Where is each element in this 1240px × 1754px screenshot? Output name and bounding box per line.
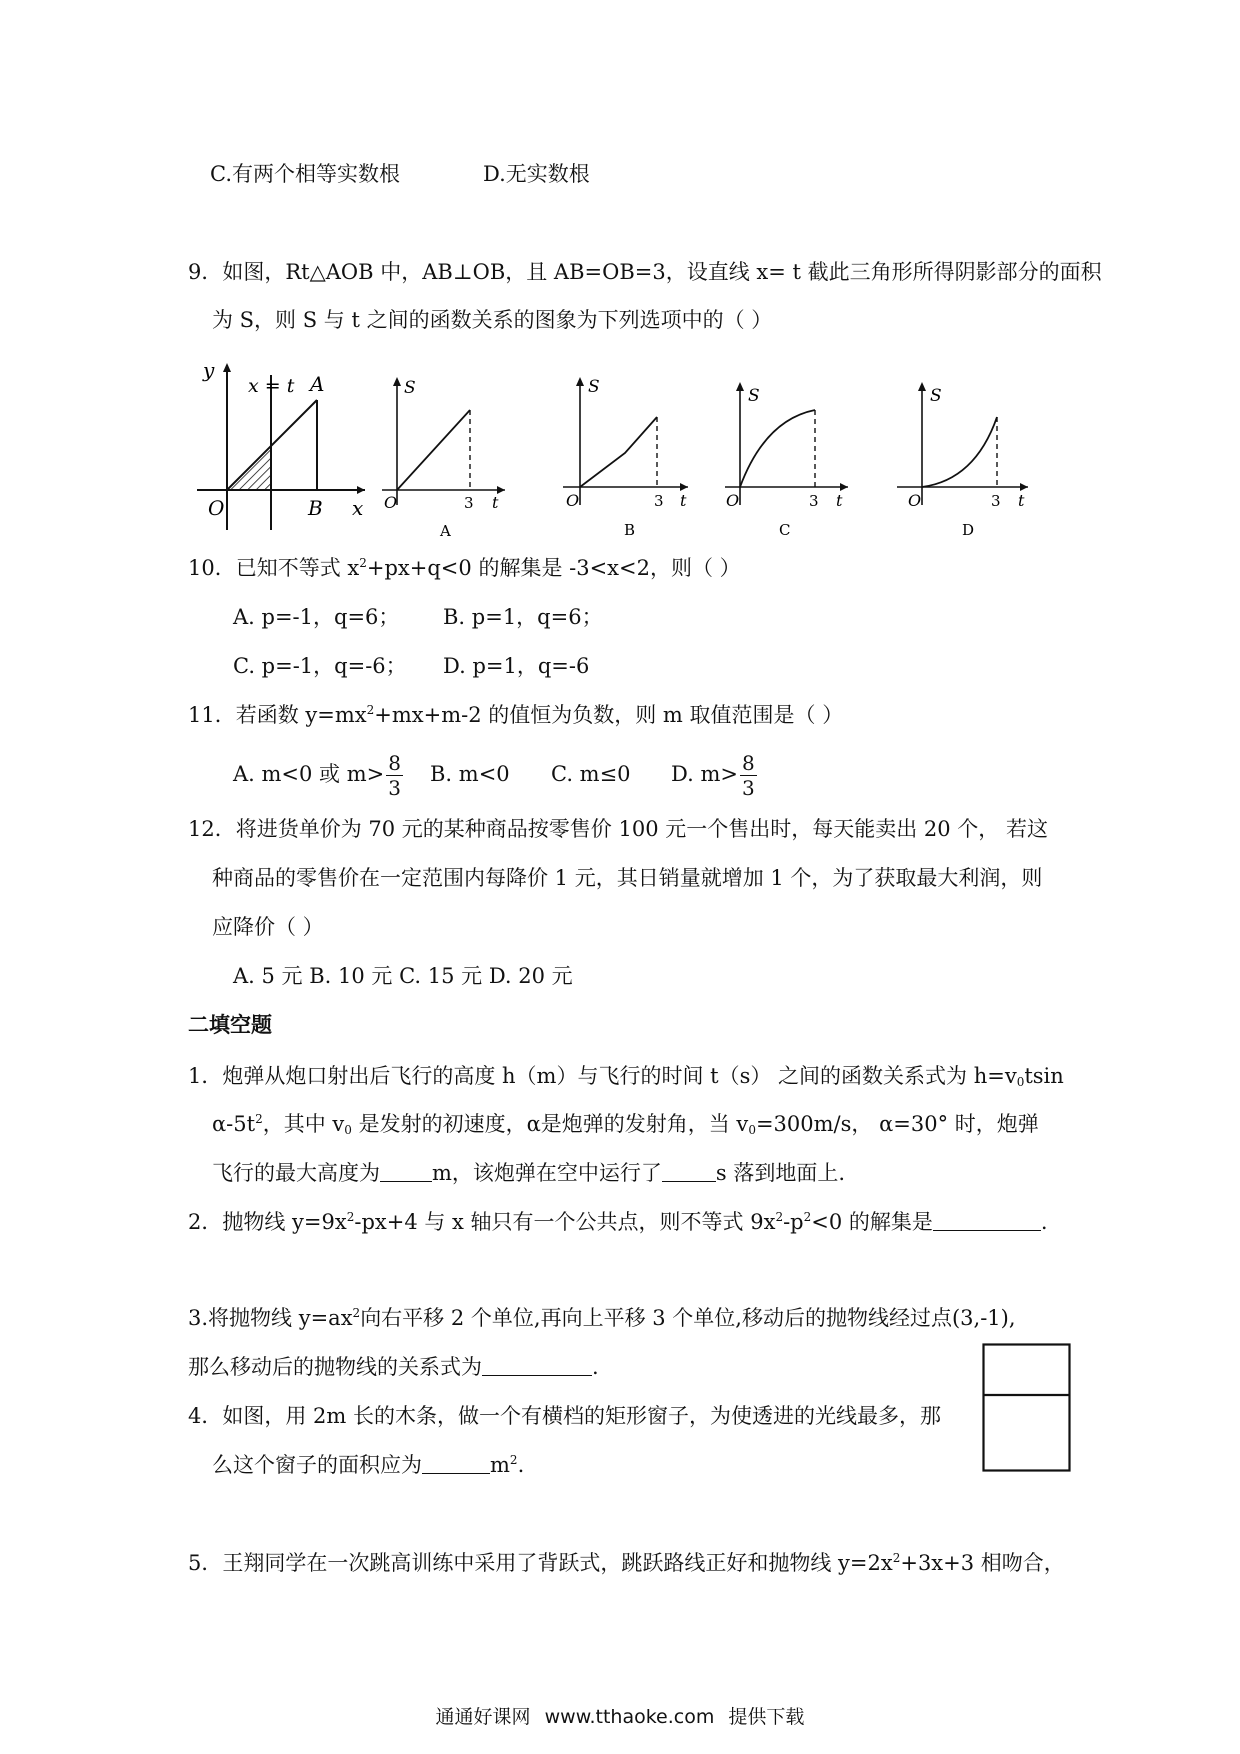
q11-option-b: B. m<0	[430, 762, 510, 786]
page-footer	[0, 1702, 1240, 1729]
window-figure	[982, 1343, 1072, 1475]
q10-option-c: C. p=-1，q=-6；	[233, 654, 407, 678]
graph-a	[382, 377, 505, 540]
point-a-label: A	[310, 372, 325, 396]
graph-d-s-label: S	[930, 386, 942, 406]
q8-option-d: D.无实数根	[483, 162, 590, 186]
graph-d	[897, 382, 1028, 539]
footer-download-text: 提供下载	[728, 1706, 805, 1728]
graph-a-letter: A	[440, 522, 451, 540]
graph-b-tick-3: 3	[654, 492, 664, 510]
fraction-8-3-d: $\frac{8}{3}$	[741, 751, 755, 800]
graph-c-origin: O	[726, 491, 740, 510]
q10-option-d: D. p=1，q=-6	[443, 654, 590, 678]
q12-line2: 种商品的零售价在一定范围内每降价 1 元，其日销量就增加 1 个，为了获取最大利润，则	[212, 866, 1043, 890]
footer-url[interactable]: www.tthaoke.com	[544, 1706, 715, 1728]
q10-stem: 10．已知不等式 $x^2+px+q<0$ 的解集是 -3<x<2，则（ ）	[188, 556, 741, 580]
graph-a-s-label: S	[404, 378, 416, 398]
q12-options: A. 5 元 B. 10 元 C. 15 元 D. 20 元	[233, 964, 573, 988]
f2-line: 2．抛物线 $y=9x^2-px+4$ 与 x 轴只有一个公共点，则不等式 $9x^2-p^2<0$ 的解集是 .	[188, 1210, 1048, 1234]
graph-b-origin: O	[566, 491, 580, 510]
f3-line1: 3.将抛物线 $y=ax^2$向右平移 2 个单位,再向上平移 3 个单位,移动后的抛物线经过点(3,-1),	[188, 1306, 1016, 1330]
f5-line1: 5．王翔同学在一次跳高训练中采用了背跃式，跳跃路线正好和抛物线 $y=2x^2+3x+3$ 相吻合，	[188, 1551, 1065, 1575]
section-fill-in-title: 二填空题	[188, 1012, 272, 1037]
q12-line3: 应降价（ ）	[212, 915, 324, 939]
graph-a-t-label: t	[492, 493, 499, 512]
q11-option-c: C. m≤0	[551, 762, 631, 786]
blank-window-area	[422, 1453, 490, 1474]
f1-line1: 1．炮弹从炮口射出后飞行的高度 h（m）与飞行的时间 t（s） 之间的函数关系式为 $h=v_0tsin$	[188, 1064, 1064, 1089]
x-axis-label: x	[352, 496, 364, 520]
q11-option-a: A. m<0 或 m> $\frac{8}{3}$	[233, 751, 401, 800]
origin-label: O	[208, 496, 225, 520]
graph-a-origin: O	[384, 493, 398, 512]
y-axis-label: y	[203, 358, 215, 382]
graph-c-t-label: t	[836, 491, 843, 510]
graph-b-s-label: S	[588, 377, 600, 397]
graph-c-s-label: S	[748, 386, 760, 406]
triangle-figure	[197, 358, 365, 530]
q9-figures	[0, 355, 1240, 545]
graph-b	[563, 377, 688, 539]
q8-option-c: C.有两个相等实数根	[210, 162, 400, 186]
blank-flight-time	[662, 1161, 716, 1182]
f1-line3: 飞行的最大高度为 m，该炮弹在空中运行了 s 落到地面上.	[212, 1161, 846, 1185]
f3-line2: 那么移动后的抛物线的关系式为 .	[188, 1355, 599, 1379]
graph-d-letter: D	[962, 521, 975, 539]
graph-d-tick-3: 3	[991, 492, 1001, 510]
graph-b-t-label: t	[680, 491, 687, 510]
fraction-8-3-a: $\frac{8}{3}$	[388, 751, 401, 800]
graph-d-t-label: t	[1018, 491, 1025, 510]
blank-solution-set	[933, 1210, 1041, 1231]
graph-a-tick-3: 3	[464, 494, 474, 512]
f1-line2: $\alpha-5t^2$，其中 $v_0$ 是发射的初速度，α是炮弹的发射角，当 $v_0=300m/s$， α=30° 时，炮弹	[212, 1112, 1039, 1137]
graph-b-letter: B	[624, 521, 636, 539]
line-label: x = t	[248, 375, 295, 397]
q9-line2: 为 S，则 S 与 t 之间的函数关系的图象为下列选项中的（ ）	[212, 308, 773, 332]
q10-option-b: B. p=1，q=6；	[443, 605, 603, 629]
blank-max-height	[380, 1161, 432, 1182]
q11-option-d: D. m> $\frac{8}{3}$	[671, 751, 755, 800]
graph-c	[725, 382, 848, 539]
graph-c-letter: C	[779, 521, 791, 539]
footer-site-name: 通通好课网	[435, 1706, 531, 1728]
q11-stem: 11．若函数 $y=mx^2+mx+m-2$ 的值恒为负数，则 m 取值范围是（ ）	[188, 703, 844, 727]
blank-parabola	[482, 1355, 592, 1376]
point-b-label: B	[308, 496, 323, 520]
q9-line1: 9．如图，Rt△AOB 中，AB⊥OB，且 AB=OB=3，设直线 x= t 截此三角形所得阴影部分的面积	[188, 260, 1102, 284]
f4-line2: 么这个窗子的面积应为 $m^2$.	[212, 1453, 525, 1477]
graph-c-tick-3: 3	[809, 492, 819, 510]
q10-option-a: A. p=-1，q=6；	[233, 605, 400, 629]
q12-line1: 12．将进货单价为 70 元的某种商品按零售价 100 元一个售出时，每天能卖出 20 个， 若这	[188, 817, 1048, 841]
graph-d-origin: O	[908, 491, 922, 510]
f4-line1: 4．如图，用 2m 长的木条，做一个有横档的矩形窗子，为使透进的光线最多，那	[188, 1404, 941, 1428]
